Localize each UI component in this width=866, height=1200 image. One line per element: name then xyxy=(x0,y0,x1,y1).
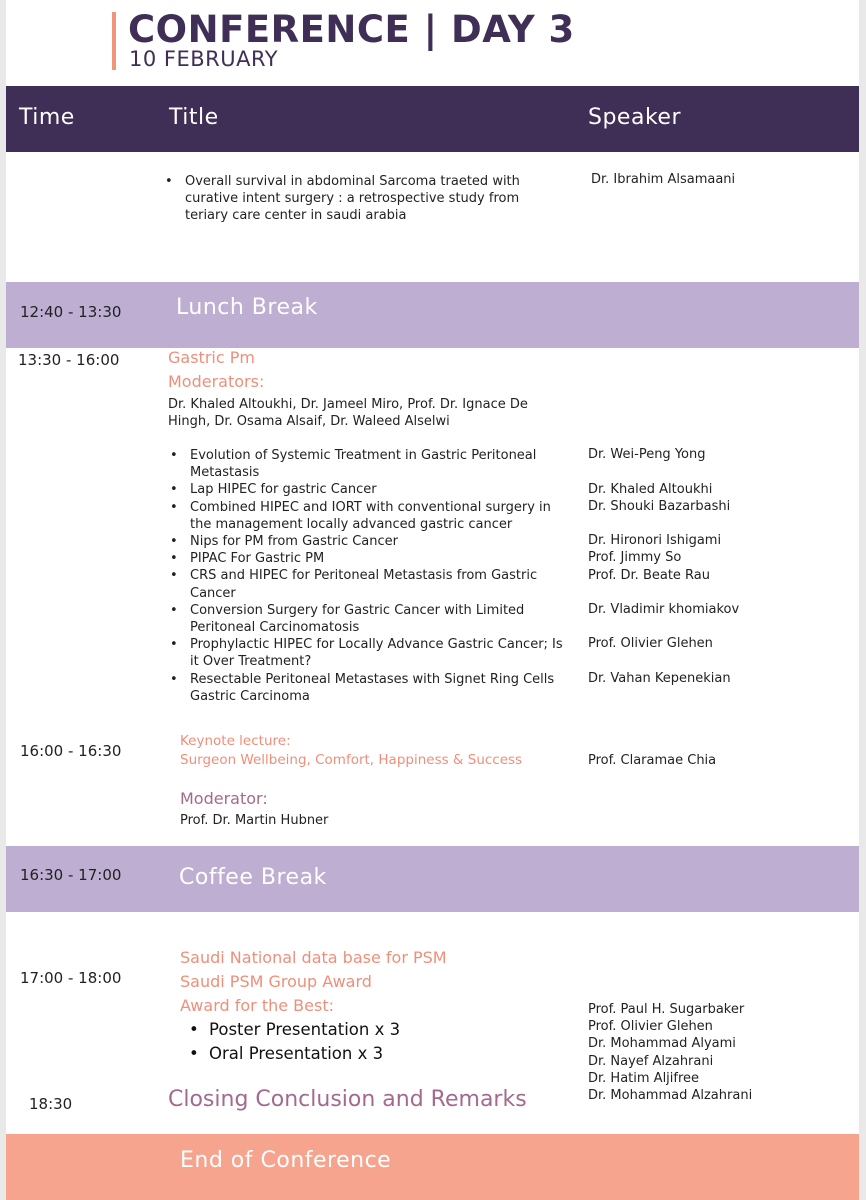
list-item: • Oral Presentation x 3 xyxy=(180,1042,540,1066)
list-item: • Lap HIPEC for gastric Cancer xyxy=(168,481,568,498)
gastric-speaker: Dr. Shouki Bazarbashi xyxy=(588,499,731,514)
awards-line-2: Saudi PSM Group Award xyxy=(180,972,372,991)
page-date: 10 FEBRUARY xyxy=(129,47,279,71)
keynote-title: Surgeon Wellbeing, Comfort, Happiness & Success xyxy=(180,752,523,768)
list-item: • Conversion Surgery for Gastric Cancer with Limited Peritoneal Carcinomatosis xyxy=(168,602,568,636)
award-speaker: Dr. Nayef Alzahrani xyxy=(588,1053,714,1069)
end-of-conference-band xyxy=(6,1134,859,1200)
gastric-time: 13:30 - 16:00 xyxy=(18,351,120,369)
gastric-speaker: Dr. Wei-Peng Yong xyxy=(588,447,706,462)
keynote-speaker: Prof. Claramae Chia xyxy=(588,753,717,768)
column-header-time: Time xyxy=(19,105,75,130)
end-label: End of Conference xyxy=(180,1148,392,1173)
coffee-time: 16:30 - 17:00 xyxy=(20,866,122,884)
table-header xyxy=(6,86,859,152)
first-talk-list xyxy=(163,173,543,225)
award-speaker: Dr. Mohammad Alyami xyxy=(588,1036,736,1052)
page-title: CONFERENCE | DAY 3 xyxy=(128,8,575,51)
list-item: • Overall survival in abdominal Sarcoma traeted with curative intent surgery : a retrospective study from teriary care center in saudi arabia xyxy=(163,173,543,225)
awards-speakers xyxy=(588,1001,752,1104)
page-frame-left xyxy=(0,0,6,1200)
closing-title: Closing Conclusion and Remarks xyxy=(168,1087,527,1112)
keynote-time: 16:00 - 16:30 xyxy=(20,742,122,760)
column-header-title: Title xyxy=(169,105,219,130)
coffee-break-band xyxy=(6,846,859,912)
award-speaker: Dr. Mohammad Alzahrani xyxy=(588,1088,753,1104)
award-speaker: Prof. Paul H. Sugarbaker xyxy=(588,1002,745,1017)
keynote-moderator-label: Moderator: xyxy=(180,789,268,808)
awards-list xyxy=(180,1018,540,1066)
awards-line-3: Award for the Best: xyxy=(180,996,334,1015)
list-item: • Combined HIPEC and IORT with conventional surgery in the management locally advanced gastric cancer xyxy=(168,499,568,533)
gastric-speaker: Dr. Vahan Kepenekian xyxy=(588,671,731,686)
list-item: • Prophylactic HIPEC for Locally Advance Gastric Cancer; Is it Over Treatment? xyxy=(168,636,568,670)
gastric-speaker: Dr. Vladimir khomiakov xyxy=(588,602,740,617)
keynote-moderator: Prof. Dr. Martin Hubner xyxy=(180,813,329,828)
closing-time: 18:30 xyxy=(29,1095,73,1113)
gastric-moderators-label: Moderators: xyxy=(168,372,265,391)
awards-time: 17:00 - 18:00 xyxy=(20,969,122,987)
gastric-speaker: Dr. Khaled Altoukhi xyxy=(588,482,713,497)
gastric-speaker: Dr. Hironori Ishigami xyxy=(588,533,722,548)
awards-line-1: Saudi National data base for PSM xyxy=(180,948,447,967)
list-item: • Evolution of Systemic Treatment in Gastric Peritoneal Metastasis xyxy=(168,447,568,481)
list-item: • Nips for PM from Gastric Cancer xyxy=(168,533,568,550)
keynote-label: Keynote lecture: xyxy=(180,733,291,749)
gastric-session-title: Gastric Pm xyxy=(168,348,255,367)
lunch-break-band xyxy=(6,282,859,348)
coffee-label: Coffee Break xyxy=(179,865,327,890)
gastric-speaker: Prof. Jimmy So xyxy=(588,550,682,565)
gastric-speaker: Prof. Olivier Glehen xyxy=(588,636,713,651)
list-item: • Poster Presentation x 3 xyxy=(180,1018,540,1042)
list-item: • PIPAC For Gastric PM xyxy=(168,550,568,567)
first-talk-speaker: Dr. Ibrahim Alsamaani xyxy=(591,172,736,187)
award-speaker: Prof. Olivier Glehen xyxy=(588,1019,713,1035)
gastric-moderators: Dr. Khaled Altoukhi, Dr. Jameel Miro, Prof. Dr. Ignace De Hingh, Dr. Osama Alsaif, Dr. Waleed Alselwi xyxy=(168,397,528,430)
column-header-speaker: Speaker xyxy=(588,105,681,130)
list-item: • CRS and HIPEC for Peritoneal Metastasis from Gastric Cancer xyxy=(168,567,568,601)
page-frame-right xyxy=(859,0,866,1200)
award-speaker: Dr. Hatim Aljifree xyxy=(588,1070,700,1086)
gastric-talk-list xyxy=(168,447,568,705)
lunch-label: Lunch Break xyxy=(176,295,318,320)
list-item: • Resectable Peritoneal Metastases with Signet Ring Cells Gastric Carcinoma xyxy=(168,671,568,705)
gastric-speaker: Prof. Dr. Beate Rau xyxy=(588,568,711,583)
title-accent-bar xyxy=(112,12,116,70)
lunch-time: 12:40 - 13:30 xyxy=(20,303,122,321)
